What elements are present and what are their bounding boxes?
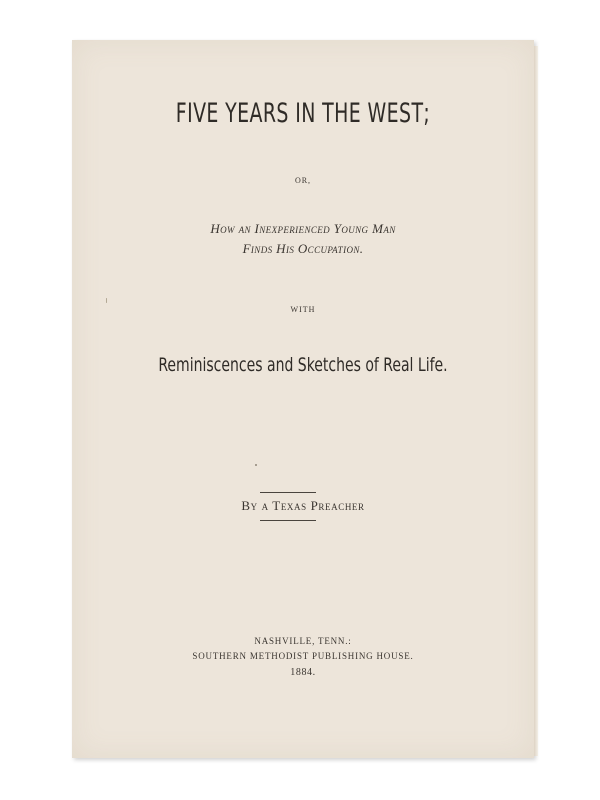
reminiscences-line: Reminiscences and Sketches of Real Life. (158, 354, 448, 376)
subtitle-line-1: How an Inexperienced Young Man (210, 221, 396, 236)
author-line: By a Texas Preacher (241, 498, 365, 513)
subtitle-line-2: Finds His Occupation. (242, 241, 364, 256)
title-page (72, 40, 534, 758)
paper-mark (106, 298, 107, 303)
imprint-city: NASHVILLE, TENN.: (254, 636, 352, 646)
imprint-year: 1884. (290, 667, 316, 678)
imprint-publisher: SOUTHERN METHODIST PUBLISHING HOUSE. (192, 651, 414, 661)
paper-speck (255, 464, 257, 466)
or-connector: OR, (294, 176, 312, 185)
author-rule-top (260, 492, 316, 493)
author-rule-bottom (260, 520, 316, 521)
book-title: FIVE YEARS IN THE WEST; (175, 98, 431, 129)
with-connector: WITH (290, 305, 316, 314)
page-edge (534, 46, 538, 756)
